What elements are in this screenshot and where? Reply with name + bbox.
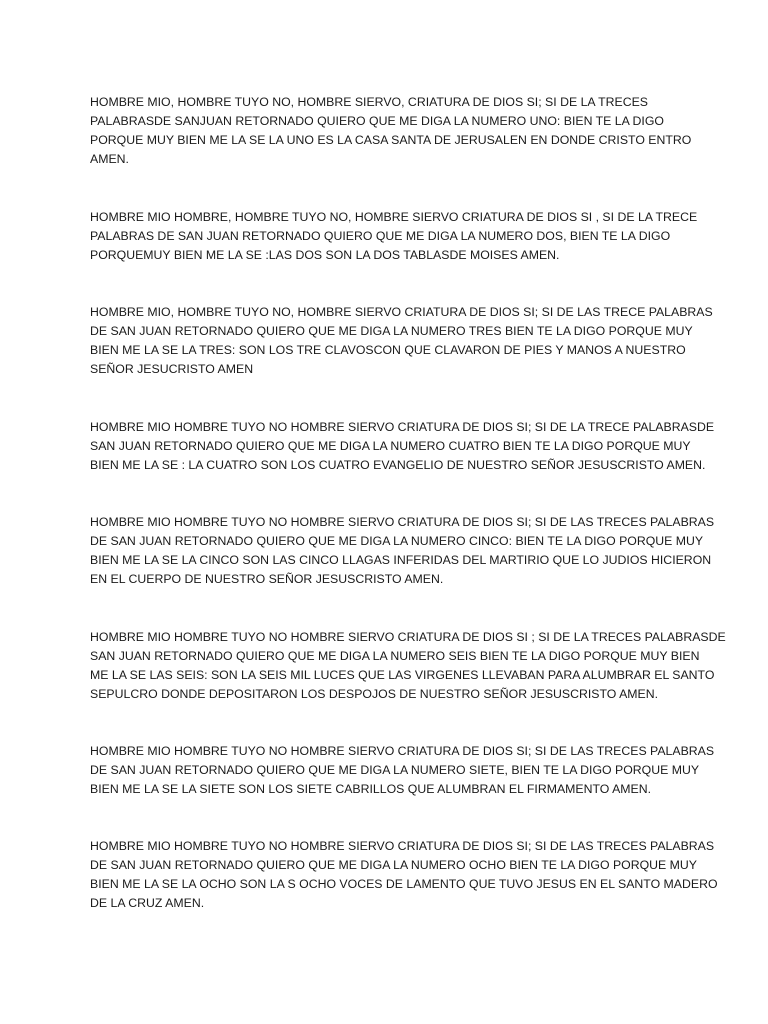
paragraph-line: SAN JUAN RETORNADO QUIERO QUE ME DIGA LA NUMERO CUATRO BIEN TE LA DIGO PORQUE MUY [90, 439, 691, 453]
paragraph-seis [90, 628, 726, 704]
paragraph-ocho [90, 837, 718, 913]
paragraph-line: DE SAN JUAN RETORNADO QUIERO QUE ME DIGA LA NUMERO SIETE, BIEN TE LA DIGO PORQUE MUY [90, 763, 700, 777]
paragraph-line: BIEN ME LA SE : LA CUATRO SON LOS CUATRO EVANGELIO DE NUESTRO SEÑOR JESUSCRISTO AMEN. [90, 458, 706, 472]
paragraph-uno [90, 93, 690, 169]
paragraph-line: PALABRAS DE SAN JUAN RETORNADO QUIERO QUE ME DIGA LA NUMERO DOS, BIEN TE LA DIGO [90, 229, 671, 243]
paragraph-line: DE SAN JUAN RETORNADO QUIERO QUE ME DIGA LA NUMERO TRES BIEN TE LA DIGO PORQUE MUY [90, 324, 693, 338]
paragraph-line: SEPULCRO DONDE DEPOSITARON LOS DESPOJOS DE NUESTRO SEÑOR JESUSCRISTO AMEN. [90, 687, 659, 701]
paragraph-cinco [90, 513, 715, 589]
paragraph-line: HOMBRE MIO HOMBRE TUYO NO HOMBRE SIERVO CRIATURA DE DIOS SI; SI DE LAS TRECES PALABRAS [90, 515, 715, 529]
paragraph-line: PORQUEMUY BIEN ME LA SE :LAS DOS SON LA DOS TABLASDE MOISES AMEN. [90, 248, 560, 262]
paragraph-tres [90, 303, 713, 379]
paragraph-line: BIEN ME LA SE LA TRES: SON LOS TRE CLAVOSCON QUE CLAVARON DE PIES Y MANOS A NUESTRO [90, 343, 686, 357]
paragraph-line: AMEN. [90, 152, 129, 166]
paragraph-cuatro [90, 418, 715, 475]
paragraph-line: DE SAN JUAN RETORNADO QUIERO QUE ME DIGA LA NUMERO OCHO BIEN TE LA DIGO PORQUE MUY [90, 858, 697, 872]
paragraph-line: BIEN ME LA SE LA SIETE SON LOS SIETE CABRILLOS QUE ALUMBRAN EL FIRMAMENTO AMEN. [90, 782, 652, 796]
paragraph-line: HOMBRE MIO HOMBRE TUYO NO HOMBRE SIERVO CRIATURA DE DIOS SI ; SI DE LA TRECES PALABRASDE [90, 630, 726, 644]
paragraph-line: SEÑOR JESUCRISTO AMEN [90, 362, 254, 376]
paragraph-line: EN EL CUERPO DE NUESTRO SEÑOR JESUSCRISTO AMEN. [90, 572, 444, 586]
paragraph-line: HOMBRE MIO, HOMBRE TUYO NO, HOMBRE SIERVO CRIATURA DE DIOS SI; SI DE LAS TRECE PALABRAS [90, 305, 713, 319]
paragraph-dos [90, 208, 698, 265]
paragraph-line: HOMBRE MIO HOMBRE, HOMBRE TUYO NO, HOMBRE SIERVO CRIATURA DE DIOS SI , SI DE LA TRECE [90, 210, 698, 224]
paragraph-line: HOMBRE MIO HOMBRE TUYO NO HOMBRE SIERVO CRIATURA DE DIOS SI; SI DE LA TRECE PALABRASDE [90, 420, 715, 434]
paragraph-line: HOMBRE MIO HOMBRE TUYO NO HOMBRE SIERVO CRIATURA DE DIOS SI; SI DE LAS TRECES PALABRAS [90, 839, 715, 853]
paragraph-line: BIEN ME LA SE LA CINCO SON LAS CINCO LLAGAS INFERIDAS DEL MARTIRIO QUE LO JUDIOS HICIERON [90, 553, 712, 567]
paragraph-line: BIEN ME LA SE LA OCHO SON LA S OCHO VOCES DE LAMENTO QUE TUVO JESUS EN EL SANTO MADERO [90, 877, 718, 891]
paragraph-line: PORQUE MUY BIEN ME LA SE LA UNO ES LA CASA SANTA DE JERUSALEN EN DONDE CRISTO ENTRO [90, 133, 692, 147]
paragraph-line: DE LA CRUZ AMEN. [90, 896, 205, 910]
paragraph-siete [90, 742, 715, 799]
paragraph-line: SAN JUAN RETORNADO QUIERO QUE ME DIGA LA NUMERO SEIS BIEN TE LA DIGO PORQUE MUY BIEN [90, 649, 700, 663]
paragraph-line: HOMBRE MIO HOMBRE TUYO NO HOMBRE SIERVO CRIATURA DE DIOS SI; SI DE LAS TRECES PALABRAS [90, 744, 715, 758]
paragraph-line: HOMBRE MIO, HOMBRE TUYO NO, HOMBRE SIERVO, CRIATURA DE DIOS SI; SI DE LA TRECES [90, 95, 649, 109]
paragraph-line: DE SAN JUAN RETORNADO QUIERO QUE ME DIGA LA NUMERO CINCO: BIEN TE LA DIGO PORQUE MUY [90, 534, 704, 548]
paragraph-line: ME LA SE LAS SEIS: SON LA SEIS MIL LUCES QUE LAS VIRGENES LLEVABAN PARA ALUMBRAR EL SANTO [90, 668, 715, 682]
paragraph-line: PALABRASDE SANJUAN RETORNADO QUIERO QUE ME DIGA LA NUMERO UNO: BIEN TE LA DIGO [90, 114, 664, 128]
